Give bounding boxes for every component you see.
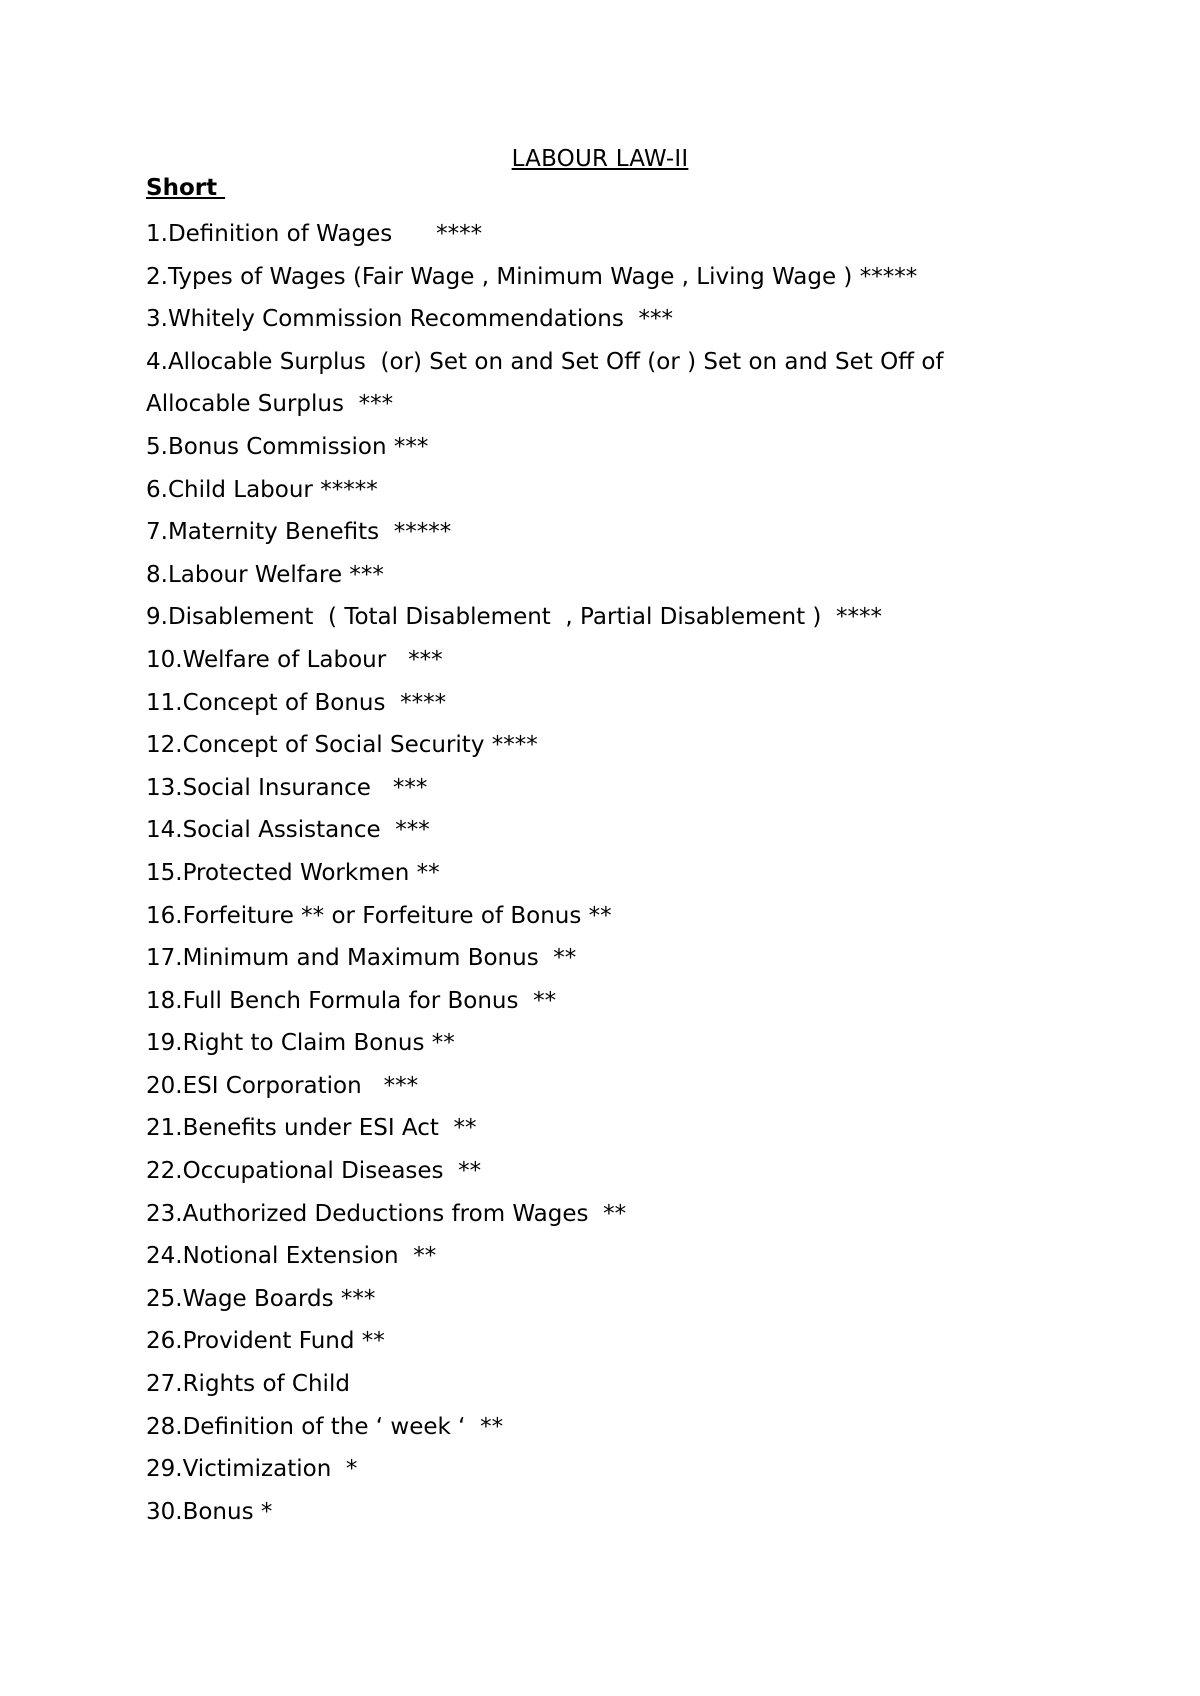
list-item: 10.Welfare of Labour *** <box>146 646 443 673</box>
list-item: 8.Labour Welfare *** <box>146 561 384 588</box>
list-item: 13.Social Insurance *** <box>146 774 428 801</box>
list-item: Allocable Surplus *** <box>146 391 394 418</box>
list-item: 22.Occupational Diseases ** <box>146 1158 482 1185</box>
list-item: 3.Whitely Commission Recommendations *** <box>146 306 673 333</box>
list-item: 23.Authorized Deductions from Wages ** <box>146 1200 627 1227</box>
list-item: 25.Wage Boards *** <box>146 1285 376 1312</box>
list-item: 7.Maternity Benefits ***** <box>146 519 452 546</box>
list-item: 12.Concept of Social Security **** <box>146 732 538 759</box>
list-item: 20.ESI Corporation *** <box>146 1072 419 1099</box>
list-item: 19.Right to Claim Bonus ** <box>146 1030 455 1057</box>
list-item: 2.Types of Wages (Fair Wage , Minimum Wage , Living Wage ) ***** <box>146 263 918 290</box>
list-item: 14.Social Assistance *** <box>146 817 430 844</box>
section-heading-short: Short <box>146 175 226 201</box>
list-item: 4.Allocable Surplus (or) Set on and Set Off (or ) Set on and Set Off of <box>146 348 944 375</box>
list-item: 24.Notional Extension ** <box>146 1243 437 1270</box>
list-item: 30.Bonus * <box>146 1498 273 1525</box>
list-item: 11.Concept of Bonus **** <box>146 689 447 716</box>
list-item: 18.Full Bench Formula for Bonus ** <box>146 987 557 1014</box>
list-item: 28.Definition of the ‘ week ‘ ** <box>146 1413 504 1440</box>
list-item: 27.Rights of Child <box>146 1371 350 1398</box>
topic-list <box>146 213 1046 1533</box>
list-item: 16.Forfeiture ** or Forfeiture of Bonus ** <box>146 902 612 929</box>
list-item: 1.Definition of Wages **** <box>146 221 483 247</box>
list-item: 29.Victimization * <box>146 1456 358 1483</box>
list-item: 6.Child Labour ***** <box>146 476 378 503</box>
list-item: 26.Provident Fund ** <box>146 1328 385 1355</box>
list-item: 5.Bonus Commission *** <box>146 433 429 460</box>
document-title: LABOUR LAW-II <box>511 146 689 172</box>
list-item: 17.Minimum and Maximum Bonus ** <box>146 945 577 972</box>
list-item: 9.Disablement ( Total Disablement , Partial Disablement ) **** <box>146 604 883 631</box>
list-item: 15.Protected Workmen ** <box>146 859 440 886</box>
list-item: 21.Benefits under ESI Act ** <box>146 1115 477 1142</box>
